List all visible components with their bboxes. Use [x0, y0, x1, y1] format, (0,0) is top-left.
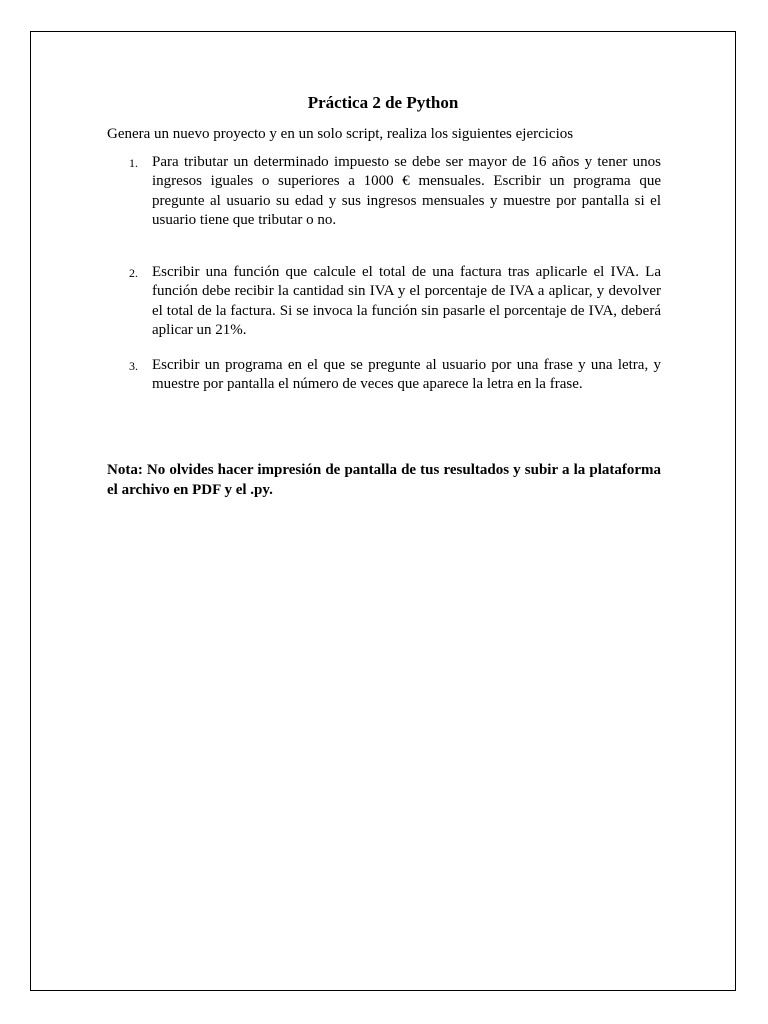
exercise-number: 2.	[129, 266, 138, 280]
exercise-item	[107, 356, 661, 395]
exercise-item	[107, 263, 661, 340]
document-title: Práctica 2 de Python	[307, 93, 459, 112]
exercise-number: 3.	[129, 359, 138, 373]
submission-note: Nota: No olvides hacer impresión de pantalla de tus resultados y subir a la plataforma el archivo en PDF y el .py.	[107, 462, 661, 498]
exercise-text: Escribir una función que calcule el total de una factura tras aplicarle el IVA. La función debe recibir la cantidad sin IVA y el porcentaje de IVA a aplicar, y devolver el total de la factura. Si se invoca la función sin pasarle el porcentaje de IVA, deberá aplicar un 21%.	[152, 264, 661, 338]
intro-paragraph: Genera un nuevo proyecto y en un solo script, realiza los siguientes ejercicios	[107, 126, 574, 142]
document-page	[30, 31, 736, 991]
exercise-number: 1.	[129, 156, 138, 170]
exercise-item	[107, 153, 661, 230]
exercise-text: Escribir un programa en el que se pregunte al usuario por una frase y una letra, y muestre por pantalla el número de veces que aparece la letra en la frase.	[152, 357, 661, 393]
exercise-text: Para tributar un determinado impuesto se debe ser mayor de 16 años y tener unos ingresos iguales o superiores a 1000 € mensuales. Escribir un programa que pregunte al usuario su edad y sus ingresos mensuales y muestre por pantalla si el usuario tiene que tributar o no.	[152, 154, 661, 228]
